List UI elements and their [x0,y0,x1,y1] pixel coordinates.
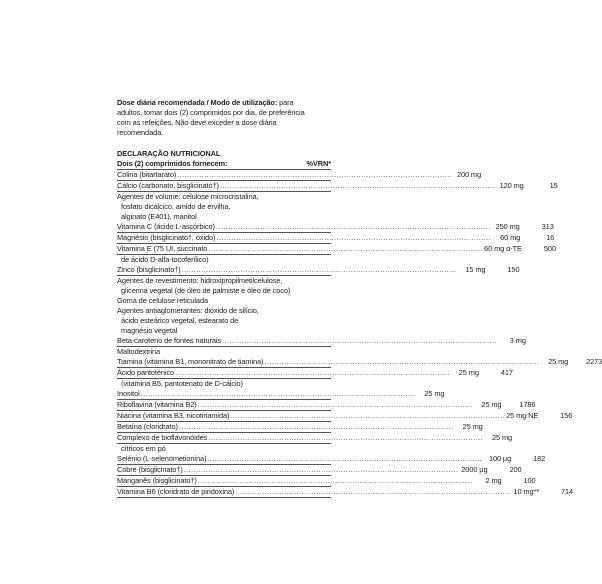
nutrient-row [117,400,536,411]
nutrient-vrn: 500 [543,244,556,253]
nutrient-amount: 10 mg** [513,487,540,496]
nutrient-name: Tiamina (vitamina B1, mononitrato de tiamina) [117,357,264,366]
ingredient-text: glicerina vegetal (de óleo de palmiste e óleo de coco) [121,286,291,295]
nutrient-vrn: 182 [533,454,546,463]
nutrient-name: Ácido pantoténico [117,368,175,377]
leader-dots [207,454,482,464]
nutrient-vrn: 2273 [586,357,602,366]
leader-dots [264,357,539,367]
nutrient-name: Manganês (bisglicinato†) [117,476,197,485]
dosage-line: para [277,98,294,107]
nutrient-row [117,170,481,181]
nutrient-vrn [481,170,515,180]
nutrient-amount: 25 mg [462,422,483,431]
dosage-title: Dose diária recomendada / Modo de utilização: [117,98,278,107]
nutrient-row [117,454,546,465]
nutrition-title: DECLARAÇÃO NUTRICIONAL [117,149,221,158]
dosage-instructions [117,98,331,138]
leader-dots [216,233,491,243]
nutrient-amount: 15 mg [465,265,486,274]
nutrient-vrn: 16 [546,233,555,242]
nutrient-amount: 200 mg [456,170,481,179]
nutrient-name: Cobre (bisglicinato†) [117,465,183,474]
nutrition-table-header [117,159,331,170]
nutrient-row [117,487,574,498]
nutrient-name: Selénio (L-selenometionina) [117,454,207,463]
nutrient-name: Zinco (bisglicinato†) [117,265,181,274]
nutrient-vrn [483,422,517,432]
dosage-line: com as refeições. Não deve exceder a dose diária [117,118,277,127]
leader-dots [198,476,473,486]
leader-dots [235,487,510,497]
nutrient-vrn: 15 [549,181,558,190]
leader-dots [182,265,457,275]
ingredient-text: Agentes de volume: celulose microcristalina, [117,192,259,201]
leader-dots [208,433,483,443]
nutrient-amount: 25 mg [424,389,445,398]
nutrient-amount: 3 mg [509,336,526,345]
leader-dots [208,244,483,254]
nutrient-name: Betaína (cloridrato) [117,422,178,431]
nutrient-row [117,389,445,400]
vrn-header: %VRN* [306,159,331,168]
nutrient-vrn [526,336,560,346]
nutrient-vrn: 200 [509,465,522,474]
ingredient-text: de ácido D-alfa-tocoferílico) [121,255,209,264]
nutrient-row [117,244,556,255]
ingredient-text: alginato (E401), manitol [121,212,197,221]
leader-dots [230,411,505,421]
leader-dots [177,170,452,180]
nutrient-amount: 2000 µg [461,465,488,474]
nutrient-vrn: 100 [523,476,536,485]
dosage-line: recomendada. [117,128,164,137]
ingredient-text: Goma de celulose reticulada [117,296,208,305]
nutrient-row [117,368,513,379]
ingredient-text: Maltodextrina [117,347,161,356]
nutrient-name: Colina (bitartarato) [117,170,177,179]
leader-dots [184,465,459,475]
serving-header: Dois (2) comprimidos fornecem: [117,159,228,168]
nutrient-amount: 120 mg [499,181,524,190]
leader-dots [198,400,473,410]
ingredient-text: cítricos em pó [121,444,166,453]
nutrient-amount: 25 mg [548,357,569,366]
leader-dots [216,222,491,232]
nutrient-amount: 25 mg [481,400,502,409]
nutrient-name: Vitamina B6 (cloridrato de piridoxina) [117,487,235,496]
nutrient-amount: 2 mg [485,476,502,485]
nutrient-name: Complexo de bioflavonóides [117,433,208,442]
ingredient-text: fosfato dicálcico, amido de ervilha, [121,202,231,211]
nutrient-name: Inositol [117,389,140,398]
leader-dots [179,422,454,432]
nutrient-name: Niacina (vitamina B3, nicotinamida) [117,411,230,420]
ingredient-text: Agentes antiaglomerantes: dióxido de silício, [117,306,259,315]
supplement-label [117,98,602,498]
leader-dots [222,336,497,346]
nutrient-amount: 60 mg [500,233,521,242]
nutrient-vrn: 417 [500,368,513,377]
nutrient-name: Beta-caroteno de fontes naturais [117,336,222,345]
nutrient-amount: 100 µg [488,454,512,463]
nutrient-vrn [444,389,478,399]
leader-dots [175,368,450,378]
nutrient-vrn: 714 [561,487,574,496]
ingredient-text: magnésio vegetal [121,326,178,335]
nutrient-row [117,336,526,347]
nutrient-name: Vitamina E (75 UI, succinato [117,244,208,253]
nutrient-row [117,476,536,487]
dosage-line: adultos, tomar dois (2) comprimidos por dia, de preferência [117,108,305,117]
nutrient-amount: 60 mg α-TE [484,244,522,253]
nutrient-vrn [512,433,546,443]
nutrient-name: Riboflavina (vitamina B2) [117,400,197,409]
nutrient-row [117,465,522,476]
nutrient-row [117,411,573,422]
ingredient-text: ácido esteárico vegetal, estearato de [121,316,239,325]
nutrient-name: Vitamina C (ácido L-ascórbico) [117,222,215,231]
ingredient-text: (vitamina B5, pantotenato de D-cálcio) [121,379,243,388]
nutrient-row [117,181,558,192]
nutrient-row [117,433,513,444]
nutrient-amount: 25 mg NE [506,411,539,420]
leader-dots [141,389,416,399]
nutrient-vrn: 313 [541,222,554,231]
leader-dots [220,181,495,191]
nutrient-name: Magnésio (bisglicinato†, óxido) [117,233,216,242]
nutrient-name: Cálcio (carbonato, bisglicinato†) [117,181,219,190]
nutrient-row [117,357,602,368]
nutrient-row [117,222,554,233]
nutrient-vrn: 1786 [519,400,536,409]
nutrition-table-body [117,170,602,498]
nutrient-amount: 25 mg [492,433,513,442]
nutrient-row [117,265,520,276]
nutrient-amount: 250 mg [495,222,520,231]
nutrient-row [117,233,555,244]
nutrient-amount: 25 mg [458,368,479,377]
nutrient-row [117,422,483,433]
nutrient-vrn: 156 [560,411,573,420]
nutrient-vrn: 150 [507,265,520,274]
ingredient-text: Agentes de revestimento: hidroxipropilmetilcelulose, [117,276,283,285]
